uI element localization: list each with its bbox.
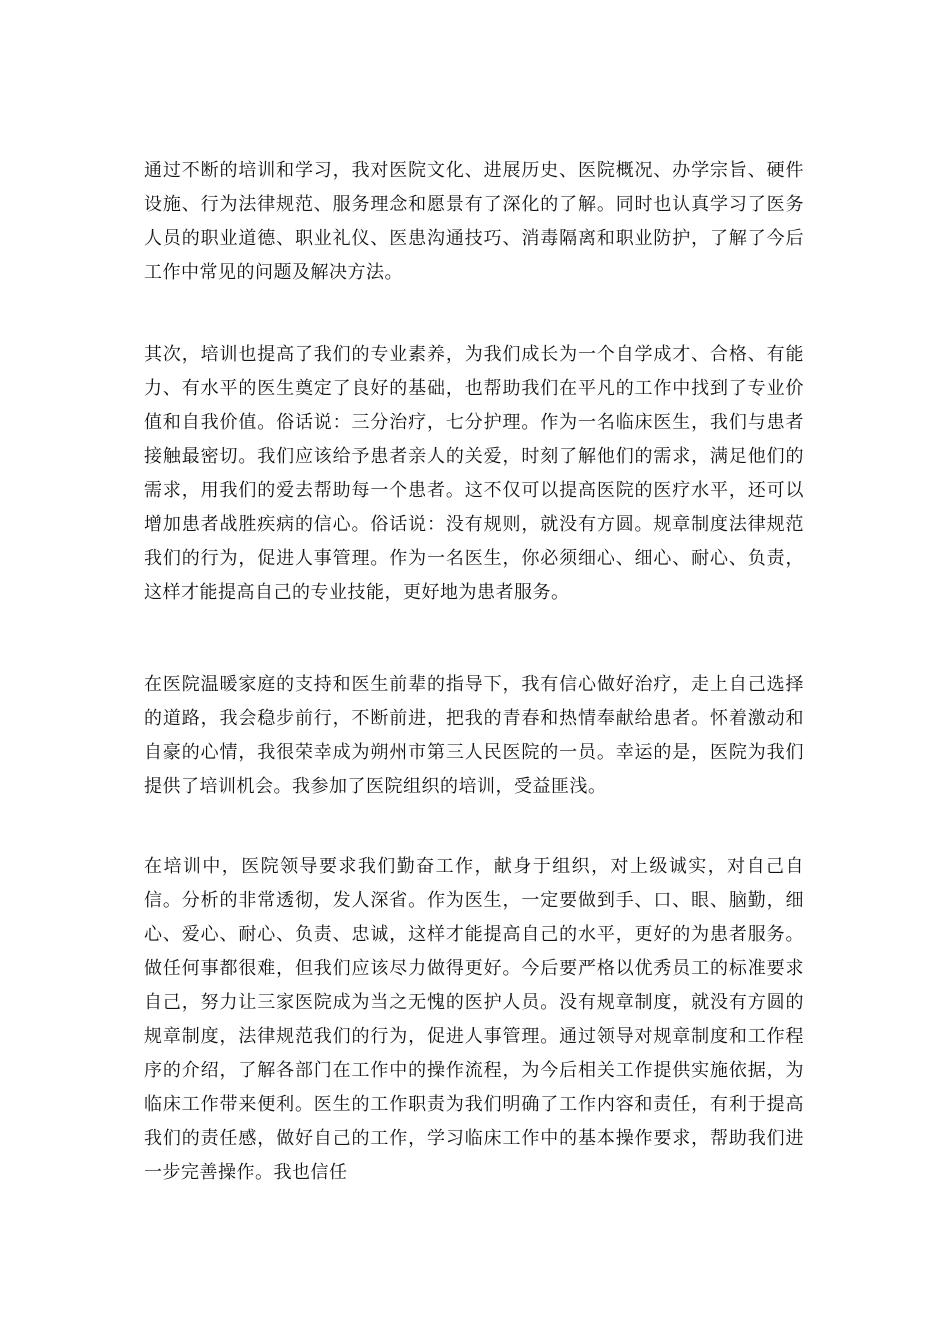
paragraph-2: 其次，培训也提高了我们的专业素养，为我们成长为一个自学成才、合格、有能力、有水平的医生奠定了良好的基础，也帮助我们在平凡的工作中找到了专业价值和自我价值。俗话说：三分治疗，七分护理。作为一名临床医生，我们与患者接触最密切。我们应该给予患者亲人的关爱，时刻了解他们的需求，满足他们的需求，用我们的爱去帮助每一个患者。这不仅可以提高医院的医疗水平，还可以增加患者战胜疾病的信心。俗话说：没有规则，就没有方圆。规章制度法律规范我们的行为，促进人事管理。作为一名医生，你必须细心、细心、耐心、负责，这样才能提高自己的专业技能，更好地为患者服务。 — [144, 344, 804, 603]
paragraph-3: 在医院温暖家庭的支持和医生前辈的指导下，我有信心做好治疗，走上自己选择的道路，我会稳步前行，不断前进，把我的青春和热情奉献给患者。怀着激动和自豪的心情，我很荣幸成为朔州市第三人民医院的一员。幸运的是，医院为我们提供了培训机会。我参加了医院组织的培训，受益匪浅。 — [144, 674, 804, 797]
paragraph-1: 通过不断的培训和学习，我对医院文化、进展历史、医院概况、办学宗旨、硬件设施、行为法律规范、服务理念和愿景有了深化的了解。同时也认真学习了医务人员的职业道德、职业礼仪、医患沟通技巧、消毒隔离和职业防护，了解了今后工作中常见的问题及解决方法。 — [144, 160, 804, 283]
paragraph-4: 在培训中，医院领导要求我们勤奋工作，献身于组织，对上级诚实，对自己自信。分析的非常透彻，发人深省。作为医生，一定要做到手、口、眼、脑勤，细心、爱心、耐心、负责、忠诚，这样才能提高自己的水平，更好的为患者服务。做任何事都很难，但我们应该尽力做得更好。今后要严格以优秀员工的标准要求自己，努力让三家医院成为当之无愧的医护人员。没有规章制度，就没有方圆的规章制度，法律规范我们的行为，促进人事管理。通过领导对规章制度和工作程序的介绍，了解各部门在工作中的操作流程，为今后相关工作提供实施依据，为临床工作带来便利。医生的工作职责为我们明确了工作内容和责任，有利于提高我们的责任感，做好自己的工作，学习临床工作中的基本操作要求，帮助我们进一步完善操作。我也信任 — [144, 856, 804, 1183]
